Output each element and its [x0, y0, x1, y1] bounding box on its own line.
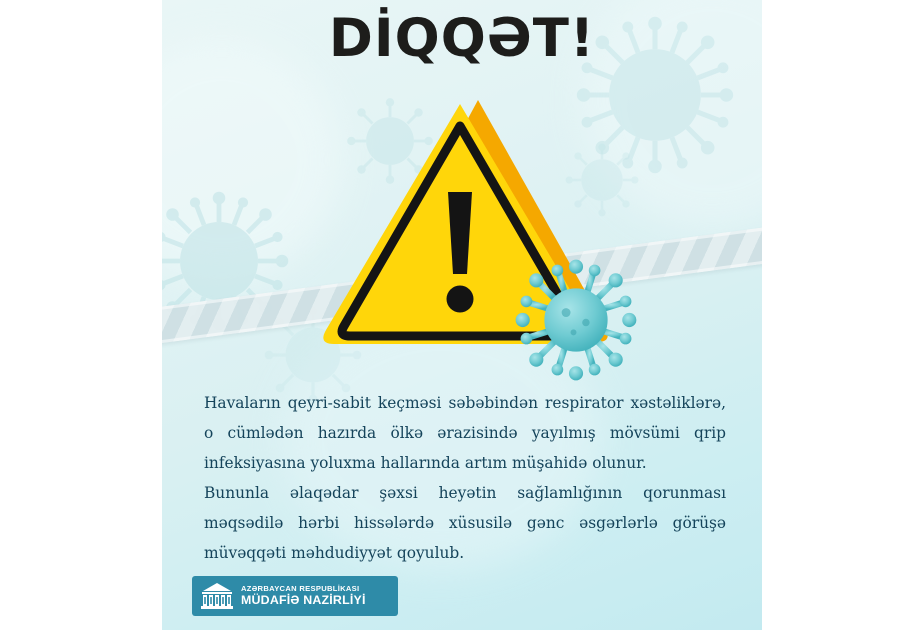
- ministry-country-label: AZƏRBAYCAN RESPUBLİKASI: [241, 584, 360, 593]
- announcement-paragraph-1: Havaların qeyri-sabit keçməsi səbəbindən respirator xəstəliklərə, o cümlədən hazırda ölkə ərazisində yayılmış mövsümi qrip infeksiyasına yoluxma hallarında artım müşahidə olunur.: [204, 394, 726, 472]
- page-title: DİQQƏT!: [328, 8, 596, 69]
- virus-particle-icon: [514, 258, 638, 382]
- ministry-name-label: MÜDAFİƏ NAZİRLİYİ: [241, 592, 366, 607]
- poster-artwork: [162, 0, 762, 630]
- ministry-logo: [192, 576, 398, 616]
- announcement-paragraph-2: Bununla əlaqədar şəxsi heyətin sağlamlığının qorunması məqsədilə hərbi hissələrdə xüsusilə gənc əsgərlərlə görüşə müvəqqəti məhdudiyyət qoyulub.: [204, 484, 726, 562]
- ministry-logo-text: [241, 585, 366, 607]
- announcement-text: [204, 388, 726, 568]
- ministry-building-icon: [200, 581, 234, 611]
